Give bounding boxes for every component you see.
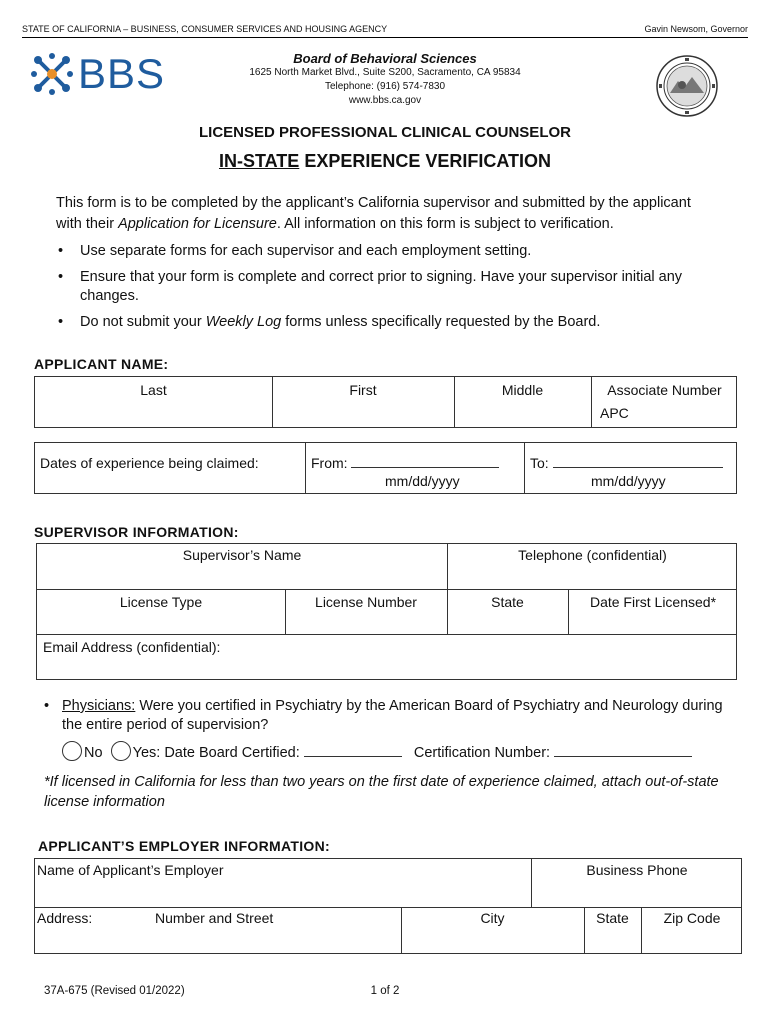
to-label — [530, 455, 723, 471]
supervisor-telephone-field[interactable]: Telephone (confidential) — [518, 547, 667, 563]
title-rest: EXPERIENCE VERIFICATION — [299, 151, 552, 171]
bullet-item: • Use separate forms for each supervisor and each employment setting. — [56, 242, 716, 261]
intro-text-italic: Application for Licensure — [118, 216, 277, 232]
from-label — [311, 455, 499, 471]
board-name: Board of Behavioral Sciences — [293, 51, 477, 66]
license-type-field[interactable]: License Type — [119, 594, 203, 610]
applicant-name-heading: APPLICANT NAME: — [34, 356, 169, 372]
license-state-field[interactable]: State — [491, 594, 524, 610]
agency-name: STATE OF CALIFORNIA – BUSINESS, CONSUMER SERVICES AND HOUSING AGENCY — [22, 24, 388, 34]
bullet-item: • Ensure that your form is complete and correct prior to signing. Have your supervisor initial any changes. — [56, 268, 716, 306]
form-title-line1: LICENSED PROFESSIONAL CLINICAL COUNSELOR — [199, 124, 571, 141]
street-field[interactable]: Number and Street — [155, 910, 274, 926]
date-board-certified-input[interactable] — [304, 756, 402, 757]
instruction-bullets — [56, 242, 716, 339]
middle-name-field[interactable]: Middle — [501, 382, 544, 398]
physicians-question: • Physicians: Were you certified in Psychiatry by the American Board of Psychiatry and Neurology during the entire period of supervision? — [44, 698, 723, 733]
title-in-state: IN-STATE — [218, 151, 300, 171]
business-phone-field[interactable]: Business Phone — [586, 862, 688, 878]
california-seal-icon — [656, 55, 718, 117]
employer-info-heading: APPLICANT’S EMPLOYER INFORMATION: — [38, 838, 330, 854]
board-address: 1625 North Market Blvd., Suite S200, Sacramento, CA 95834 — [249, 67, 521, 78]
zip-code-field[interactable]: Zip Code — [663, 910, 721, 926]
last-name-field[interactable]: Last — [140, 382, 167, 398]
board-telephone: Telephone: (916) 574-7830 — [324, 81, 446, 92]
certification-number-label: Certification Number: — [413, 745, 551, 761]
bbs-logo-text: BBS — [78, 50, 166, 97]
form-title-line2 — [0, 151, 770, 172]
physicians-question-text: Were you certified in Psychiatry by the American Board of Psychiatry and Neurology during the entire period of supervision? — [62, 698, 723, 733]
board-info — [200, 52, 570, 108]
intro-text-b: . All information on this form is subject to verification. — [276, 216, 614, 232]
applicant-name-table — [34, 376, 737, 428]
bbs-logo — [30, 50, 190, 96]
employer-name-field[interactable]: Name of Applicant’s Employer — [37, 862, 224, 878]
employer-info-table — [34, 858, 742, 954]
supervisor-info-table — [36, 543, 737, 680]
to-date-format: mm/dd/yyyy — [591, 473, 666, 489]
intro-text-a: This form is to be completed by the applicant’s California supervisor and submitted by the applicant with their — [56, 195, 691, 232]
employer-state-field[interactable]: State — [596, 910, 629, 926]
bullet-italic: Weekly Log — [205, 314, 282, 330]
experience-dates-table — [34, 442, 737, 494]
certification-number-input[interactable] — [554, 756, 692, 757]
supervisor-name-field[interactable]: Supervisor’s Name — [182, 547, 302, 563]
associate-number-label: Associate Number — [607, 382, 722, 398]
from-text: From: — [311, 455, 348, 471]
address-label: Address: — [37, 910, 93, 926]
supervisor-email-field[interactable]: Email Address (confidential): — [43, 639, 221, 655]
out-of-state-note: *If licensed in California for less than two years on the first date of experience claimed, attach out-of-state license information — [44, 774, 719, 810]
date-first-licensed-field[interactable]: Date First Licensed* — [589, 594, 717, 610]
board-website: www.bbs.ca.gov — [348, 95, 422, 106]
from-date-input[interactable] — [351, 467, 499, 468]
no-radio[interactable] — [62, 741, 82, 761]
yes-radio[interactable] — [111, 741, 131, 761]
physicians-answer-row — [62, 741, 692, 761]
intro-paragraph — [56, 193, 716, 235]
yes-label: Yes: Date Board Certified: — [132, 745, 300, 761]
bullet-item — [56, 313, 716, 332]
city-field[interactable]: City — [480, 910, 505, 926]
bullet-text: Do not submit your — [80, 314, 206, 330]
apc-prefix[interactable]: APC — [600, 405, 629, 421]
page-number: 1 of 2 — [370, 985, 400, 997]
to-text: To: — [530, 455, 549, 471]
to-date-input[interactable] — [553, 467, 723, 468]
physicians-label: Physicians: — [62, 698, 136, 714]
bullet-text: forms unless specifically requested by the Board. — [281, 314, 601, 330]
bbs-logo-icon — [30, 52, 74, 96]
license-number-field[interactable]: License Number — [315, 594, 417, 610]
agency-header-bar — [22, 22, 748, 38]
first-name-field[interactable]: First — [349, 382, 377, 398]
no-label: No — [84, 745, 103, 761]
form-id: 37A-675 (Revised 01/2022) — [44, 985, 185, 997]
governor-name: Gavin Newsom, Governor — [644, 24, 748, 34]
from-date-format: mm/dd/yyyy — [385, 473, 460, 489]
supervisor-info-heading: SUPERVISOR INFORMATION: — [34, 524, 239, 540]
dates-claimed-label: Dates of experience being claimed: — [40, 455, 259, 471]
